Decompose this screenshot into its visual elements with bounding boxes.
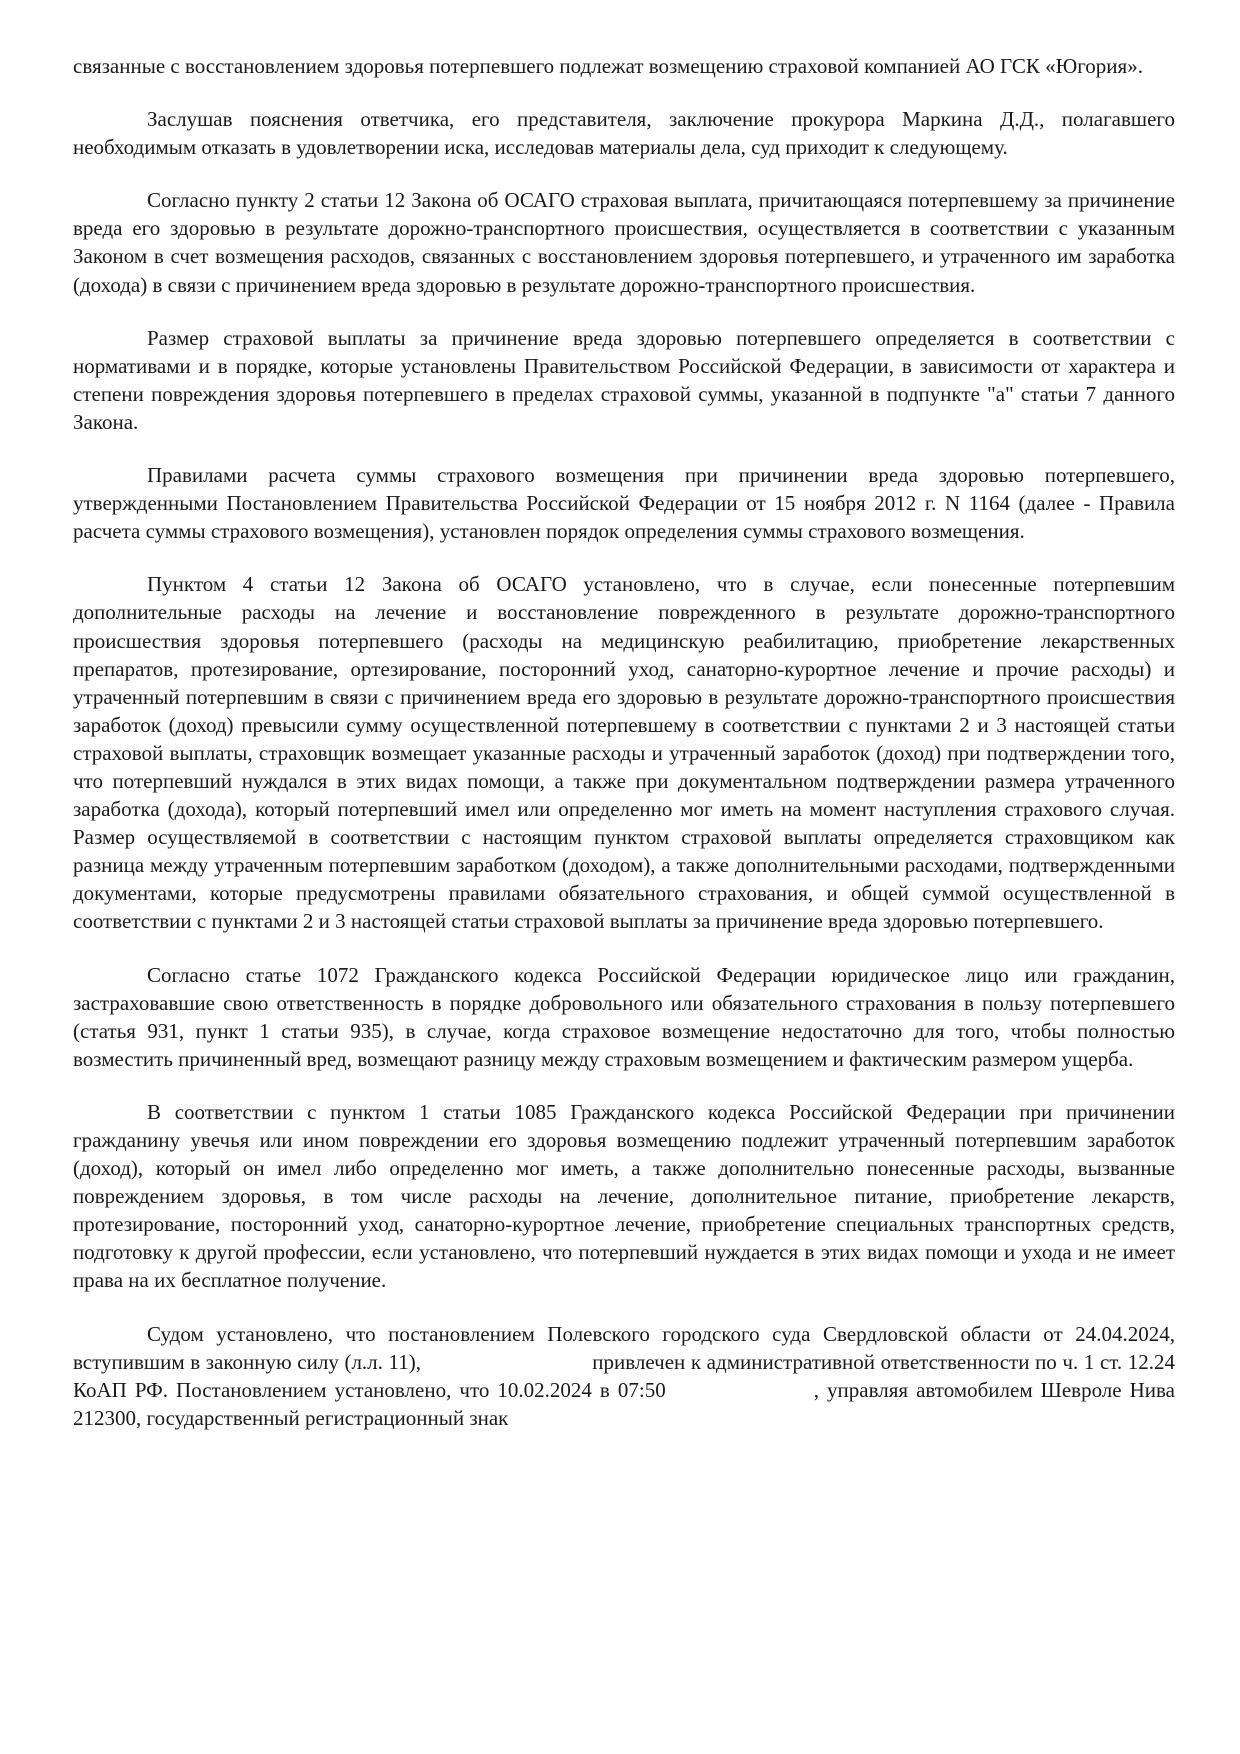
paragraph-4: Правилами расчета суммы страхового возмещения при причинении вреда здоровью потерпевшего, утвержденными Постановлением Правительства Российской Федерации от 15 ноября 2012 г. N 1164 (далее - Правила расчета суммы страхового возмещения), установлен порядок определения суммы страхового возмещения. xyxy=(73,463,1175,544)
paragraph-7: В соответствии с пунктом 1 статьи 1085 Гражданского кодекса Российской Федерации при причинении гражданину увечья или ином повреждении его здоровья возмещению подлежит утраченный потерпевшим заработок (доход), который он имел либо определенно мог иметь, а также дополнительно понесенные расходы, вызванные повреждением здоровья, в том числе расходы на лечение, дополнительное питание, приобретение лекарств, протезирование, посторонний уход, санаторно-курортное лечение, приобретение специальных транспортных средств, подготовку к другой профессии, если установлено, что потерпевший нуждается в этих видах помощи и ухода и не имеет права на их бесплатное получение. xyxy=(73,1099,1175,1293)
document-page xyxy=(73,52,1175,1457)
paragraph-6: Согласно статье 1072 Гражданского кодекса Российской Федерации юридическое лицо или гражданин, застраховавшие свою ответственность в порядке добровольного или обязательного страхования в пользу потерпевшего (статья 931, пункт 1 статьи 935), в случае, когда страховое возмещение недостаточно для того, чтобы полностью возместить причиненный вред, возмещают разницу между страховым возмещением и фактическим размером ущерба. xyxy=(73,962,1175,1071)
paragraph-1: Заслушав пояснения ответчика, его представителя, заключение прокурора Маркина Д.Д., полагавшего необходимым отказать в удовлетворении иска, исследовав материалы дела, суд приходит к следующему. xyxy=(73,107,1175,160)
paragraph-0: связанные с восстановлением здоровья потерпевшего подлежат возмещению страховой компанией АО ГСК «Югория». xyxy=(73,54,1143,78)
paragraph-8-part-2: привлечен к административной ответственности по ч. 1 ст. 12.24 КоАП РФ. Постановлением установлено, что 10.02.2024 в 07:50 xyxy=(73,1349,1176,1402)
paragraph-2: Согласно пункту 2 статьи 12 Закона об ОСАГО страховая выплата, причитающаяся потерпевшему за причинение вреда его здоровью в результате дорожно-транспортного происшествия, осуществляется в соответствии с указанным Законом в счет возмещения расходов, связанных с восстановлением здоровья потерпевшего, и утраченного им заработка (дохода) в связи с причинением вреда здоровью в результате дорожно-транспортного происшествия. xyxy=(73,188,1175,297)
paragraph-8-part-1: Судом установлено, что постановлением Полевского городского суда Свердловской области от 24.04.2024, вступившим в законную силу (л.л. 11), xyxy=(73,1321,1175,1374)
paragraph-3: Размер страховой выплаты за причинение вреда здоровью потерпевшего определяется в соответствии с нормативами и в порядке, которые установлены Правительством Российской Федерации, в зависимости от характера и степени повреждения здоровья потерпевшего в пределах страховой суммы, указанной в подпункте "а" статьи 7 данного Закона. xyxy=(73,325,1175,434)
paragraph-8-part-3: , управляя автомобилем Шевроле Нива 212300, государственный регистрационный знак xyxy=(73,1377,1175,1430)
paragraph-5: Пунктом 4 статьи 12 Закона об ОСАГО установлено, что в случае, если понесенные потерпевшим дополнительные расходы на лечение и восстановление поврежденного в результате дорожно-транспортного происшествия здоровья потерпевшего (расходы на медицинскую реабилитацию, приобретение лекарственных препаратов, протезирование, ортезирование, посторонний уход, санаторно-курортное лечение и прочие расходы) и утраченный потерпевшим в связи с причинением вреда его здоровью в результате дорожно-транспортного происшествия заработок (доход) превысили сумму осуществленной потерпевшему в соответствии с пунктами 2 и 3 настоящей статьи страховой выплаты, страховщик возмещает указанные расходы и утраченный заработок (доход) при подтверждении того, что потерпевший нуждался в этих видах помощи, а также при документальном подтверждении размера утраченного заработка (дохода), который потерпевший имел или определенно мог иметь на момент наступления страхового случая. Размер осуществляемой в соответствии с настоящим пунктом страховой выплаты определяется страховщиком как разница между утраченным потерпевшим заработком (доходом), а также дополнительными расходами, подтвержденными документами, которые предусмотрены правилами обязательного страхования, и общей суммой осуществленной в соответствии с пунктами 2 и 3 настоящей статьи страховой выплаты за причинение вреда здоровью потерпевшего. xyxy=(73,572,1175,934)
paragraph-8 xyxy=(73,1320,1175,1432)
